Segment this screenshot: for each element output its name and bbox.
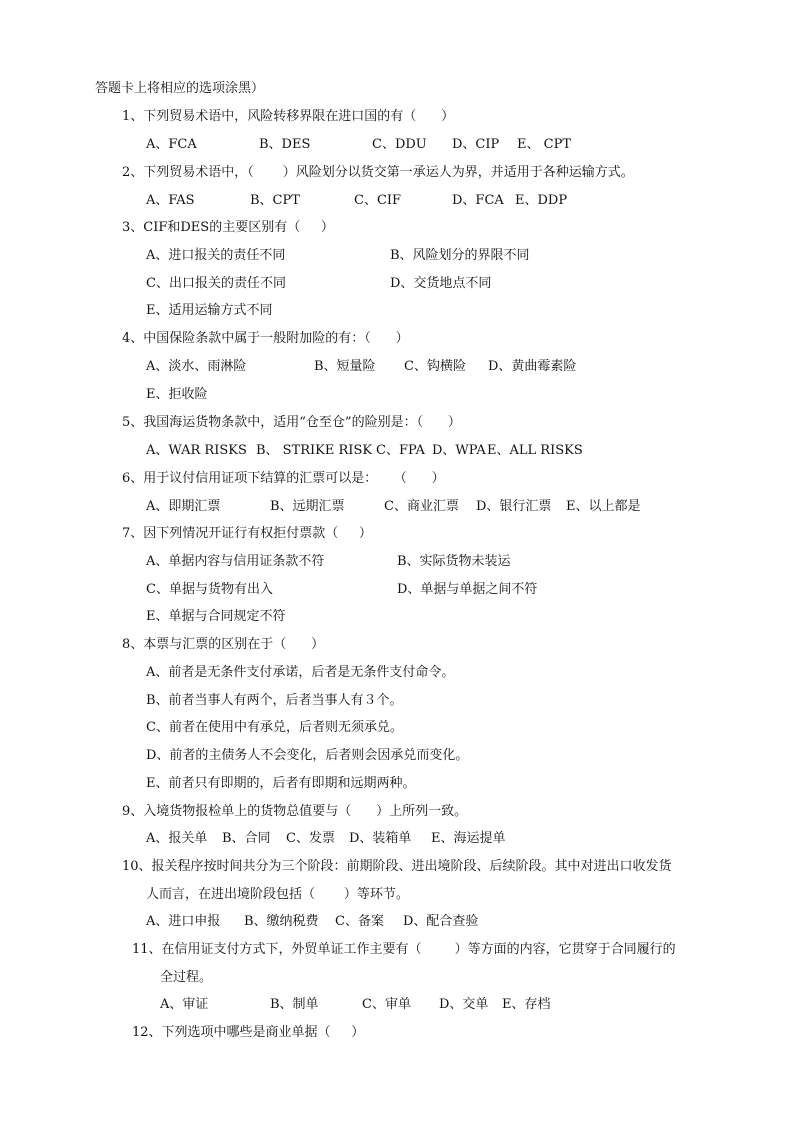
q5-option-a: A、WAR RISKS [146,443,247,458]
question-3: 3、CIF和DES的主要区别有（ ） [122,220,334,235]
q4-option-c: C、钩横险 [404,359,466,374]
question-6: 6、用于议付信用证项下结算的汇票可以是： （ ） [122,471,445,486]
q8-option-a: A、前者是无条件支付承诺，后者是无条件支付命令。 [146,665,455,680]
question-1: 1、下列贸易术语中，风险转移界限在进口国的有（ ） [122,109,455,124]
q5-option-c: C、FPA [376,443,425,458]
q3-option-e: E、适用运输方式不同 [146,303,273,318]
q2-option-c: C、CIF [354,193,402,208]
question-4: 4、中国保险条款中属于一般附加险的有：（ ） [122,331,409,346]
q1-option-d: D、CIP [452,137,500,152]
q9-option-c: C、发票 [286,831,335,846]
q8-option-b: B、前者当事人有两个，后者当事人有３个。 [146,693,403,708]
q4-option-e: E、拒收险 [146,387,208,402]
q6-option-c: C、商业汇票 [384,499,459,514]
q10-option-a: A、进口申报 [146,914,221,929]
q7-option-d: D、单据与单据之间不符 [397,582,538,597]
q4-option-a: A、淡水、雨淋险 [146,359,247,374]
q9-option-e: E、海运提单 [431,831,506,846]
question-7: 7、因下列情况开证行有权拒付票款（ ） [122,526,372,541]
question-12: 12、下列选项中哪些是商业单据（ ） [132,1025,365,1040]
intro-text: 答题卡上将相应的选项涂黑） [95,81,265,96]
q6-option-a: A、即期汇票 [146,499,221,514]
q2-option-a: A、FAS [146,193,195,208]
q11-option-c: C、审单 [362,997,411,1012]
q2-option-d: D、FCA [452,193,504,208]
q1-option-c: C、DDU [372,137,427,152]
q1-option-e: E、 CPT [517,137,571,152]
q4-option-b: B、短量险 [314,359,376,374]
q9-option-b: B、合同 [222,831,271,846]
q11-option-e: E、存档 [502,997,551,1012]
q8-option-d: D、前者的主债务人不会变化，后者则会因承兑而变化。 [146,748,469,763]
q2-option-b: B、CPT [250,193,300,208]
q9-option-d: D、装箱单 [349,831,412,846]
question-11-cont: 全过程。 [160,970,213,985]
q11-option-a: A、审证 [160,997,209,1012]
q8-option-c: C、前者在使用中有承兑，后者则无须承兑。 [146,720,403,735]
q4-option-d: D、黄曲霉素险 [488,359,577,374]
q5-option-d: D、WPA [432,443,486,458]
question-2: 2、下列贸易术语中，（ ）风险划分以货交第一承运人为界，并适用于各种运输方式。 [122,165,634,180]
q7-option-a: A、单据内容与信用证条款不符 [146,554,325,569]
question-10: 10、报关程序按时间共分为三个阶段：前期阶段、进出境阶段、后续阶段。其中对进出口收发货 [122,859,672,874]
question-5: 5、我国海运货物条款中，适用“仓至仓”的险别是：（ ） [122,415,461,430]
q6-option-e: E、以上都是 [566,499,641,514]
q7-option-e: E、单据与合同规定不符 [146,609,286,624]
q6-option-d: D、银行汇票 [476,499,552,514]
q3-option-a: A、进口报关的责任不同 [146,248,286,263]
q9-option-a: A、报关单 [146,831,208,846]
q11-option-b: B、制单 [270,997,319,1012]
question-9: 9、入境货物报检单上的货物总值要与（ ）上所列一致。 [122,804,468,819]
q10-option-b: B、缴纳税费 [244,914,319,929]
q7-option-b: B、实际货物未装运 [397,554,511,569]
q6-option-b: B、远期汇票 [270,499,345,514]
question-10-cont: 人而言，在进出境阶段包括（ ）等环节。 [146,887,409,902]
q2-option-e: E、DDP [515,193,568,208]
q3-option-d: D、交货地点不同 [390,276,492,291]
q5-option-e: E、ALL RISKS [487,443,583,458]
q3-option-b: B、风险划分的界限不同 [390,248,530,263]
q7-option-c: C、单据与货物有出入 [146,582,273,597]
question-8: 8、本票与汇票的区别在于（ ） [122,637,325,652]
q10-option-c: C、备案 [335,914,384,929]
q8-option-e: E、前者只有即期的，后者有即期和远期两种。 [146,776,416,791]
q10-option-d: D、配合查验 [403,914,479,929]
q1-option-b: B、DES [259,137,311,152]
question-11: 11、在信用证支付方式下，外贸单证工作主要有（ ）等方面的内容，它贯穿于合同履行的 [132,942,676,957]
q11-option-d: D、交单 [439,997,489,1012]
q1-option-a: A、FCA [146,137,197,152]
q3-option-c: C、出口报关的责任不同 [146,276,286,291]
q5-option-b: B、 STRIKE RISK [256,443,373,458]
